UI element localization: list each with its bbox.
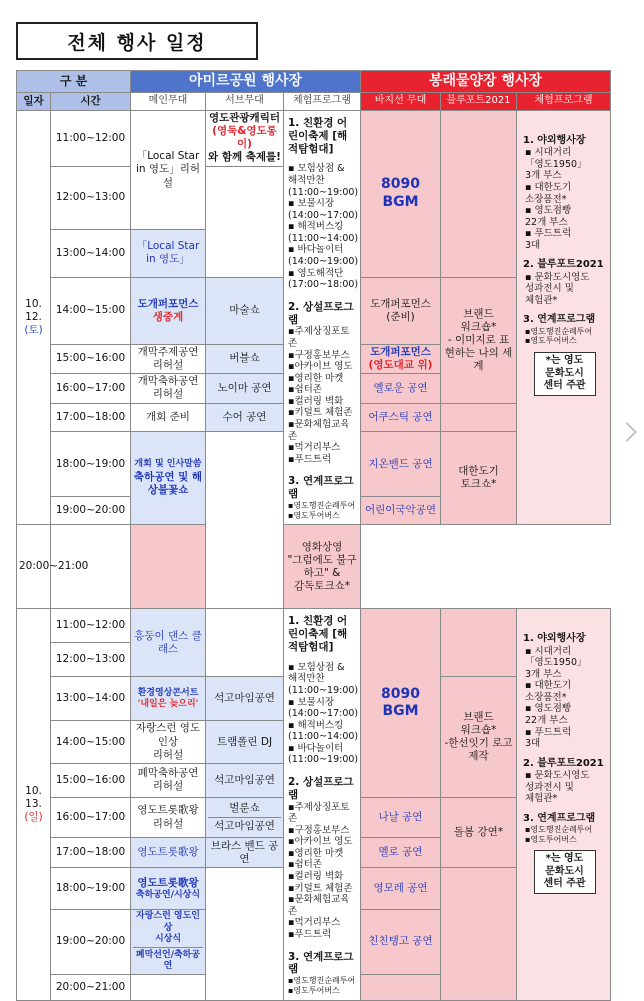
- barge-text: BGM: [382, 193, 419, 210]
- program-item: ▪ 모험상점 & 해적만찬: [288, 163, 345, 186]
- program-heading: 1. 친환경 어린이축제 [해적탐험대]: [288, 117, 348, 155]
- sub-cell: 노이마 공연: [206, 373, 284, 403]
- program-item: ▪문화체험교육존: [288, 894, 350, 917]
- program-item: ▪먹거리부스: [288, 917, 341, 929]
- time-cell: 18:00~19:00: [51, 431, 131, 496]
- time-cell: 11:00~12:00: [51, 111, 131, 167]
- note-text: 센터 주관: [543, 878, 586, 890]
- header-sub-stage: 서브무대: [206, 93, 284, 111]
- program-item: ▪아카이브 영도: [288, 836, 353, 848]
- sub-cell: 수어 공연: [206, 403, 284, 431]
- main-cell: [131, 868, 206, 910]
- barge-cell-empty: [131, 525, 206, 609]
- program-item: ▪먹거리부스: [288, 442, 341, 454]
- program-heading: 2. 상설프로그램: [288, 300, 354, 326]
- barge-cell: 영모레 공연: [361, 868, 441, 910]
- page-title: 전체 행사 일정: [16, 22, 258, 60]
- program-item: ▪영도투어버스: [288, 510, 340, 520]
- port-cell-empty: [441, 111, 517, 278]
- day1-exp-right-programs: [517, 111, 611, 525]
- barge-text: 도개퍼포먼스: [370, 345, 431, 358]
- barge-cell: 나날 공연: [361, 797, 441, 837]
- port-text: 영화상영: [301, 540, 343, 553]
- port-text: 워크숍*: [460, 320, 497, 333]
- day2-date-text: 10. 13.: [25, 784, 42, 810]
- program-item: (14:00~17:00): [288, 708, 359, 720]
- program-item: 22개 부스: [525, 216, 568, 228]
- program-item: 체험관*: [525, 793, 558, 805]
- program-item: ▪키덜트 체험존: [288, 407, 353, 419]
- program-heading: 2. 블루포트2021: [523, 259, 604, 271]
- sub-cell-empty: [206, 166, 284, 277]
- program-item: ▪구정홍보부스: [288, 824, 350, 836]
- time-cell: 14:00~15:00: [51, 721, 131, 763]
- program-item: ▪쉼터존: [288, 384, 322, 396]
- program-item: 소장품전*: [525, 193, 567, 205]
- program-item: ▪ 모험상점 & 해적만찬: [288, 661, 345, 685]
- program-heading: 1. 야외행사장: [523, 135, 586, 146]
- main-text: 축하공연/시상식: [135, 889, 201, 900]
- program-item: ▪영도행진순례투어: [288, 976, 356, 986]
- program-item: ▪ 대한도기: [525, 181, 572, 193]
- main-text: 자랑스런 영도인상: [136, 911, 200, 933]
- time-cell: 19:00~20:00: [51, 497, 131, 525]
- header-gubun: 구 분: [17, 71, 131, 93]
- port-cell: [284, 525, 361, 609]
- program-item: ▪주제상징포토존: [288, 801, 350, 825]
- header-row-2: [17, 93, 611, 111]
- main-cell: 흥둥이 댄스 클래스: [131, 609, 206, 677]
- main-cell: [131, 910, 206, 974]
- program-item: ▪영도행진순례투어: [525, 326, 593, 336]
- port-cell: 돌봄 강연*: [441, 797, 517, 867]
- program-item: ▪영도투어버스: [288, 985, 340, 995]
- main-text: 도개퍼포먼스: [137, 297, 199, 310]
- header-venue-right: 봉래물양장 행사장: [361, 71, 611, 93]
- day2-exp-left-programs: [284, 609, 361, 1000]
- program-item: ▪ 푸드트럭: [525, 726, 572, 738]
- program-item: (11:00~19:00): [288, 186, 359, 198]
- program-item: ▪키덜트 체험존: [288, 882, 353, 894]
- main-text: 폐막선언/축하공연: [135, 950, 201, 972]
- program-item: ▪ 영도점빵: [525, 703, 572, 715]
- program-item: ▪ 보물시장: [288, 198, 335, 210]
- main-cell: 폐막축하공연 리허설: [131, 763, 206, 797]
- time-cell: 19:00~20:00: [51, 910, 131, 974]
- note-box: [534, 352, 596, 396]
- program-item: ▪구정홍보부스: [288, 349, 350, 361]
- program-item: ▪영도행진순례투어: [525, 824, 593, 834]
- sub-text: 벌룬쇼: [229, 801, 260, 814]
- time-cell: 20:00~21:00: [17, 525, 51, 609]
- barge-cell: 친친탱고 공연: [361, 910, 441, 974]
- port-cell-empty: [441, 868, 517, 1000]
- time-cell: 12:00~13:00: [51, 166, 131, 229]
- main-cell: 「Local Star in 영도」리허설: [131, 111, 206, 230]
- note-text: *는 영도: [545, 355, 584, 366]
- note-text: 문화도시: [545, 367, 584, 379]
- sub-text: 영도관광캐릭터: [208, 112, 280, 124]
- program-item: ▪영도행진순례투어: [288, 500, 356, 510]
- header-main-stage: 메인무대: [131, 93, 206, 111]
- program-item: ▪영도투어버스: [525, 834, 577, 844]
- barge-text: BGM: [382, 703, 419, 720]
- time-cell: 14:00~15:00: [51, 277, 131, 344]
- program-item: 3대: [525, 239, 541, 251]
- port-text: 감독토크쇼*: [294, 580, 350, 592]
- program-item: ▪푸드트럭: [288, 928, 332, 940]
- time-cell: 17:00~18:00: [51, 403, 131, 431]
- main-text: 리허설: [152, 748, 184, 761]
- barge-cell: [361, 609, 441, 797]
- main-cell: 개회 준비: [131, 403, 206, 431]
- program-item: ▪영리한 마켓: [288, 372, 344, 384]
- main-text: 영도트롯歌왕: [137, 876, 199, 889]
- program-heading: 3. 연계프로그램: [523, 314, 596, 326]
- program-heading: 3. 연계프로그램: [288, 950, 354, 976]
- main-text: '내일은 늦으리': [137, 698, 199, 709]
- barge-cell: [361, 344, 441, 373]
- program-item: 성과전시 및: [525, 781, 574, 793]
- program-item: ▪ 해적버스킹: [288, 221, 344, 233]
- port-cell-empty: [441, 609, 517, 677]
- program-item: ▪문화체험교육존: [288, 418, 350, 442]
- program-item: (14:00~19:00): [288, 256, 359, 268]
- program-item: ▪ 푸드트럭: [525, 228, 572, 240]
- program-item: (14:00~17:00): [288, 209, 359, 221]
- program-heading: 3. 연계프로그램: [288, 475, 354, 501]
- main-text: 개회 및 인사말씀: [134, 459, 202, 470]
- main-cell: 개막주제공연 리허설: [131, 344, 206, 373]
- port-text: 토크쇼*: [460, 478, 497, 491]
- port-text: - 이미지로 표현하는 나의 세계: [444, 333, 513, 373]
- program-heading: 1. 친환경 어린이축제 [해적탐험대]: [288, 615, 348, 653]
- main-text: 환경영상콘서트: [137, 687, 199, 698]
- port-text: 대한도기: [458, 465, 499, 478]
- program-item: ▪영도투어버스: [525, 336, 577, 346]
- time-cell: 15:00~16:00: [51, 763, 131, 797]
- program-item: 소장품전*: [525, 691, 567, 703]
- program-item: 3대: [525, 738, 541, 750]
- sub-cell: 브라스 밴드 공연: [206, 838, 284, 868]
- program-item: ▪ 대한도기: [525, 680, 572, 692]
- program-item: ▪푸드트럭: [288, 453, 332, 465]
- program-item: ▪ 문화도시영도: [525, 769, 590, 781]
- sub-cell-empty: [206, 868, 284, 1000]
- day2-date: [17, 609, 51, 1000]
- main-cell: 「Local Star in 영도」: [131, 229, 206, 277]
- program-item: ▪ 바다놀이터: [288, 742, 344, 754]
- main-text: 축하공연 및 해상불꽃쇼: [133, 470, 203, 496]
- program-item: (11:00~19:00): [288, 754, 359, 766]
- header-barge-stage: 바지선 무대: [361, 93, 441, 111]
- program-item: 3개 부스: [525, 668, 562, 680]
- header-date: 일자: [17, 93, 51, 111]
- program-item: 「영도1950」: [525, 158, 587, 170]
- sub-cell: 석고마임공연: [206, 763, 284, 797]
- main-text: 자랑스런 영도인상: [135, 722, 201, 748]
- barge-cell: 어린이국악공연: [361, 497, 441, 525]
- program-heading: 3. 연계프로그램: [523, 812, 596, 824]
- port-cell-empty: [441, 403, 517, 431]
- barge-cell: 어쿠스틱 공연: [361, 403, 441, 431]
- header-venue-left: 아미르공원 행사장: [131, 71, 361, 93]
- barge-cell: 멜로 공연: [361, 838, 441, 868]
- port-cell: [441, 277, 517, 403]
- sub-cell-empty: [206, 431, 284, 608]
- time-cell: 16:00~17:00: [51, 797, 131, 837]
- day1-exp-left-programs: [284, 111, 361, 525]
- main-cell: [131, 431, 206, 524]
- time-cell: 16:00~17:00: [51, 373, 131, 403]
- time-cell: 15:00~16:00: [51, 344, 131, 373]
- port-text: -한선잇기 로고 제작: [444, 737, 513, 763]
- program-heading: 1. 야외행사장: [523, 633, 586, 645]
- program-item: 22개 부스: [525, 715, 568, 727]
- port-text: 브랜드: [463, 710, 494, 723]
- main-cell: [131, 721, 206, 763]
- program-item: ▪영리한 마켓: [288, 847, 344, 859]
- barge-cell: 지온밴드 공연: [361, 431, 441, 496]
- schedule-table: [16, 70, 611, 1001]
- note-box: [534, 850, 596, 894]
- program-item: ▪쉼터존: [288, 859, 322, 871]
- table-row: [17, 525, 611, 609]
- program-item: 체험관*: [525, 294, 558, 306]
- program-item: ▪아카이브 영도: [288, 361, 353, 373]
- table-row: [17, 609, 611, 643]
- program-item: (11:00~14:00): [288, 232, 359, 244]
- port-text: 브랜드: [463, 307, 494, 320]
- program-item: (11:00~14:00): [288, 731, 359, 743]
- time-cell: 13:00~14:00: [51, 677, 131, 721]
- main-cell: 개막축하공연 리허설: [131, 373, 206, 403]
- day2-dow: (일): [24, 811, 43, 824]
- sub-cell: 버블쇼: [206, 344, 284, 373]
- program-item: (17:00~18:00): [288, 279, 359, 291]
- header-blue-port: 블루포트2021: [441, 93, 517, 111]
- time-cell: 12:00~13:00: [51, 643, 131, 677]
- barge-text: 8090: [381, 176, 420, 193]
- program-item: ▪ 바다놀이터: [288, 244, 344, 256]
- barge-cell: [361, 111, 441, 278]
- main-cell: [131, 677, 206, 721]
- port-text: "그럼에도 불구하고" &: [287, 553, 357, 579]
- time-cell: 11:00~12:00: [51, 609, 131, 643]
- sub-cell: 마술쇼: [206, 277, 284, 344]
- header-exp-right: 체험프로그램: [517, 93, 611, 111]
- day1-dow: (토): [24, 324, 43, 337]
- note-text: 센터 주관: [543, 380, 586, 391]
- program-item: ▪ 영도점빵: [525, 205, 572, 217]
- note-text: *는 영도: [545, 853, 584, 865]
- barge-cell: 옐로운 공연: [361, 373, 441, 403]
- header-exp-left: 체험프로그램: [284, 93, 361, 111]
- day1-date: [17, 111, 51, 525]
- barge-text: (영도대교 위): [368, 358, 433, 371]
- port-text: 워크숍*: [460, 723, 497, 736]
- program-item: ▪ 보물시장: [288, 696, 335, 708]
- main-cell: [131, 277, 206, 344]
- program-item: 3개 부스: [525, 170, 562, 182]
- program-item: ▪ 문화도시영도: [525, 271, 590, 283]
- time-cell: 17:00~18:00: [51, 838, 131, 868]
- day1-date-text: 10. 12.: [25, 298, 42, 324]
- sub-cell: [206, 797, 284, 837]
- barge-cell-empty: [361, 974, 441, 1000]
- header-row-1: [17, 71, 611, 93]
- program-item: ▪ 시대거리: [525, 645, 572, 657]
- header-time: 시간: [51, 93, 131, 111]
- sub-cell: 석고마임공연: [206, 677, 284, 721]
- main-cell: 영도트롯歌왕: [131, 838, 206, 868]
- time-cell: 20:00~21:00: [51, 974, 131, 1000]
- sub-cell: 트램폴린 DJ: [206, 721, 284, 763]
- next-chevron-icon[interactable]: [617, 422, 637, 442]
- program-item: ▪컬러링 벽화: [288, 871, 344, 883]
- program-heading: 2. 상설프로그램: [288, 775, 354, 801]
- main-cell-empty: [131, 974, 206, 1000]
- program-item: ▪ 해적버스킹: [288, 719, 344, 731]
- main-text: 생중계: [152, 310, 184, 323]
- program-item: 성과전시 및: [525, 283, 574, 295]
- program-item: ▪컬러링 벽화: [288, 395, 344, 407]
- program-heading: 2. 블루포트2021: [523, 757, 604, 769]
- program-item: 「영도1950」: [525, 657, 587, 669]
- port-cell: [441, 677, 517, 797]
- sub-text: 석고마임공연: [208, 817, 281, 833]
- sub-text: (영둑&영도롱이): [212, 125, 277, 151]
- sub-text: 와 함께 축제를!: [208, 151, 281, 164]
- program-item: ▪주제상징포토존: [288, 326, 350, 349]
- barge-cell: 도개퍼포먼스 (준비): [361, 277, 441, 344]
- main-text: 시상식: [133, 934, 203, 948]
- program-item: ▪ 시대거리: [525, 147, 572, 159]
- program-item: ▪ 영도해적단: [288, 267, 344, 279]
- day2-exp-right-programs: [517, 609, 611, 1000]
- port-cell: [441, 431, 517, 524]
- barge-text: 8090: [381, 685, 420, 702]
- time-cell: 13:00~14:00: [51, 229, 131, 277]
- sub-cell-empty: [206, 609, 284, 677]
- main-cell: 영도트롯歌왕 리허설: [131, 797, 206, 837]
- program-item: (11:00~19:00): [288, 684, 359, 696]
- time-cell: 18:00~19:00: [51, 868, 131, 910]
- note-text: 문화도시: [545, 865, 584, 877]
- sub-cell: [206, 111, 284, 167]
- table-row: [17, 111, 611, 167]
